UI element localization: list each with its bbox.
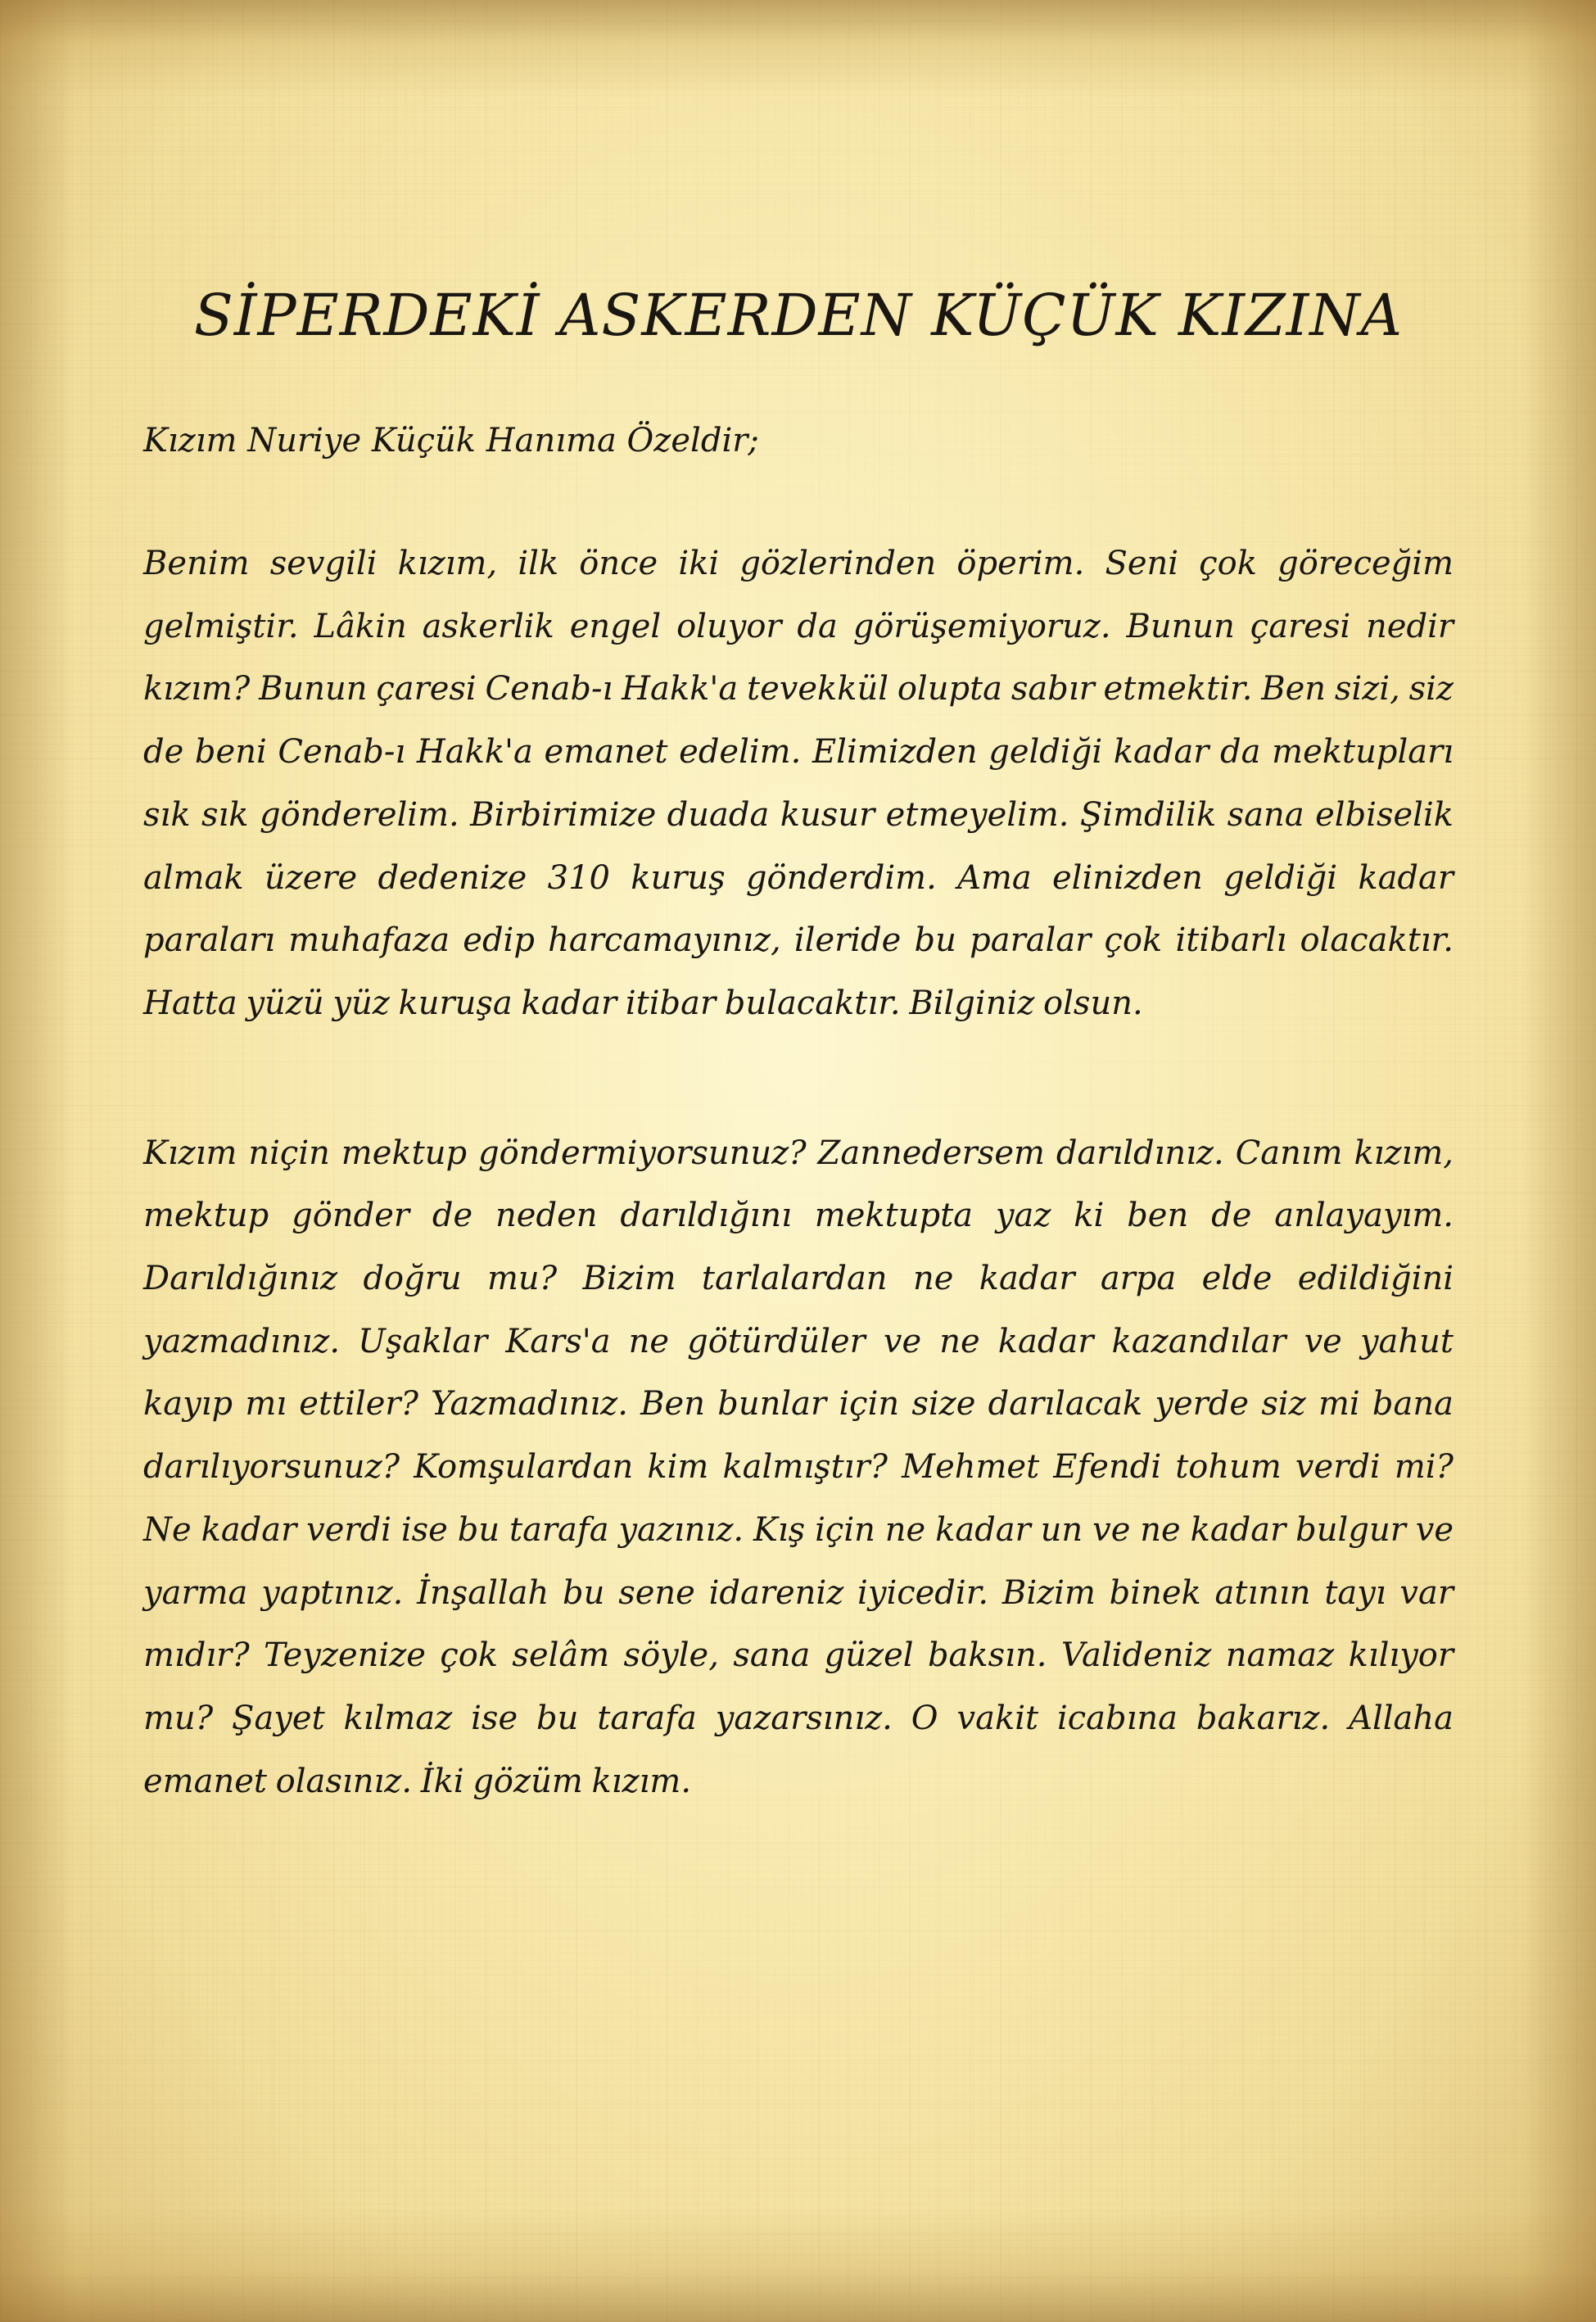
letter-salutation: Kızım Nuriye Küçük Hanıma Özeldir; [143, 422, 759, 459]
paper-edge-top [0, 0, 1596, 98]
paper-edge-left [0, 0, 74, 2322]
paper-edge-bottom [0, 2207, 1596, 2322]
paper-edge-right [1522, 0, 1596, 2322]
letter-paragraph: Kızım niçin mektup göndermiyorsunuz? Zannedersem darıldınız. Canım kızım, mektup gönder de neden darıldığını mektupta yaz ki ben de anlayayım. Darıldığınız doğru mu? Bizim tarlalardan ne kadar arpa elde edildiğini yazmadınız. Uşaklar Kars'a ne götürdüler ve ne kadar kazandılar ve yahut kayıp mı ettiler? Yazmadınız. Ben bunlar için size darılacak yerde siz mi bana darılıyorsunuz? Komşulardan kim kalmıştır? Mehmet Efendi tohum verdi mi? Ne kadar verdi ise bu tarafa yazınız. Kış için ne kadar un ve ne kadar bulgur ve yarma yaptınız. İnşallah bu sene idareniz iyicedir. Bizim binek atının tayı var mıdır? Teyzenize çok selâm söyle, sana güzel baksın. Valideniz namaz kılıyor mu? Şayet kılmaz ise bu tarafa yazarsınız. O vakit icabına bakarız. Allaha emanet olasınız. İki gözüm kızım. [143, 1134, 1454, 1800]
letter [143, 278, 1454, 1813]
letter-paragraph: Benim sevgili kızım, ilk önce iki gözlerinden öperim. Seni çok göreceğim gelmiştir. Lâkin askerlik engel oluyor da görüşemiyoruz. Bunun çaresi nedir kızım? Bunun çaresi Cenab-ı Hakk'a tevekkül olupta sabır etmektir. Ben sizi, siz de beni Cenab-ı Hakk'a emanet edelim. Elimizden geldiği kadar da mektupları sık sık gönderelim. Birbirimize duada kusur etmeyelim. Şimdilik sana elbiselik almak üzere dedenize 310 kuruş gönderdim. Ama elinizden geldiği kadar paraları muhafaza edip harcamayınız, ileride bu paralar çok itibarlı olacaktır. Hatta yüzü yüz kuruşa kadar itibar bulacaktır. Bilginiz olsun. [143, 545, 1454, 1022]
letter-title: SİPERDEKİ ASKERDEN KÜÇÜK KIZINA [193, 282, 1404, 349]
